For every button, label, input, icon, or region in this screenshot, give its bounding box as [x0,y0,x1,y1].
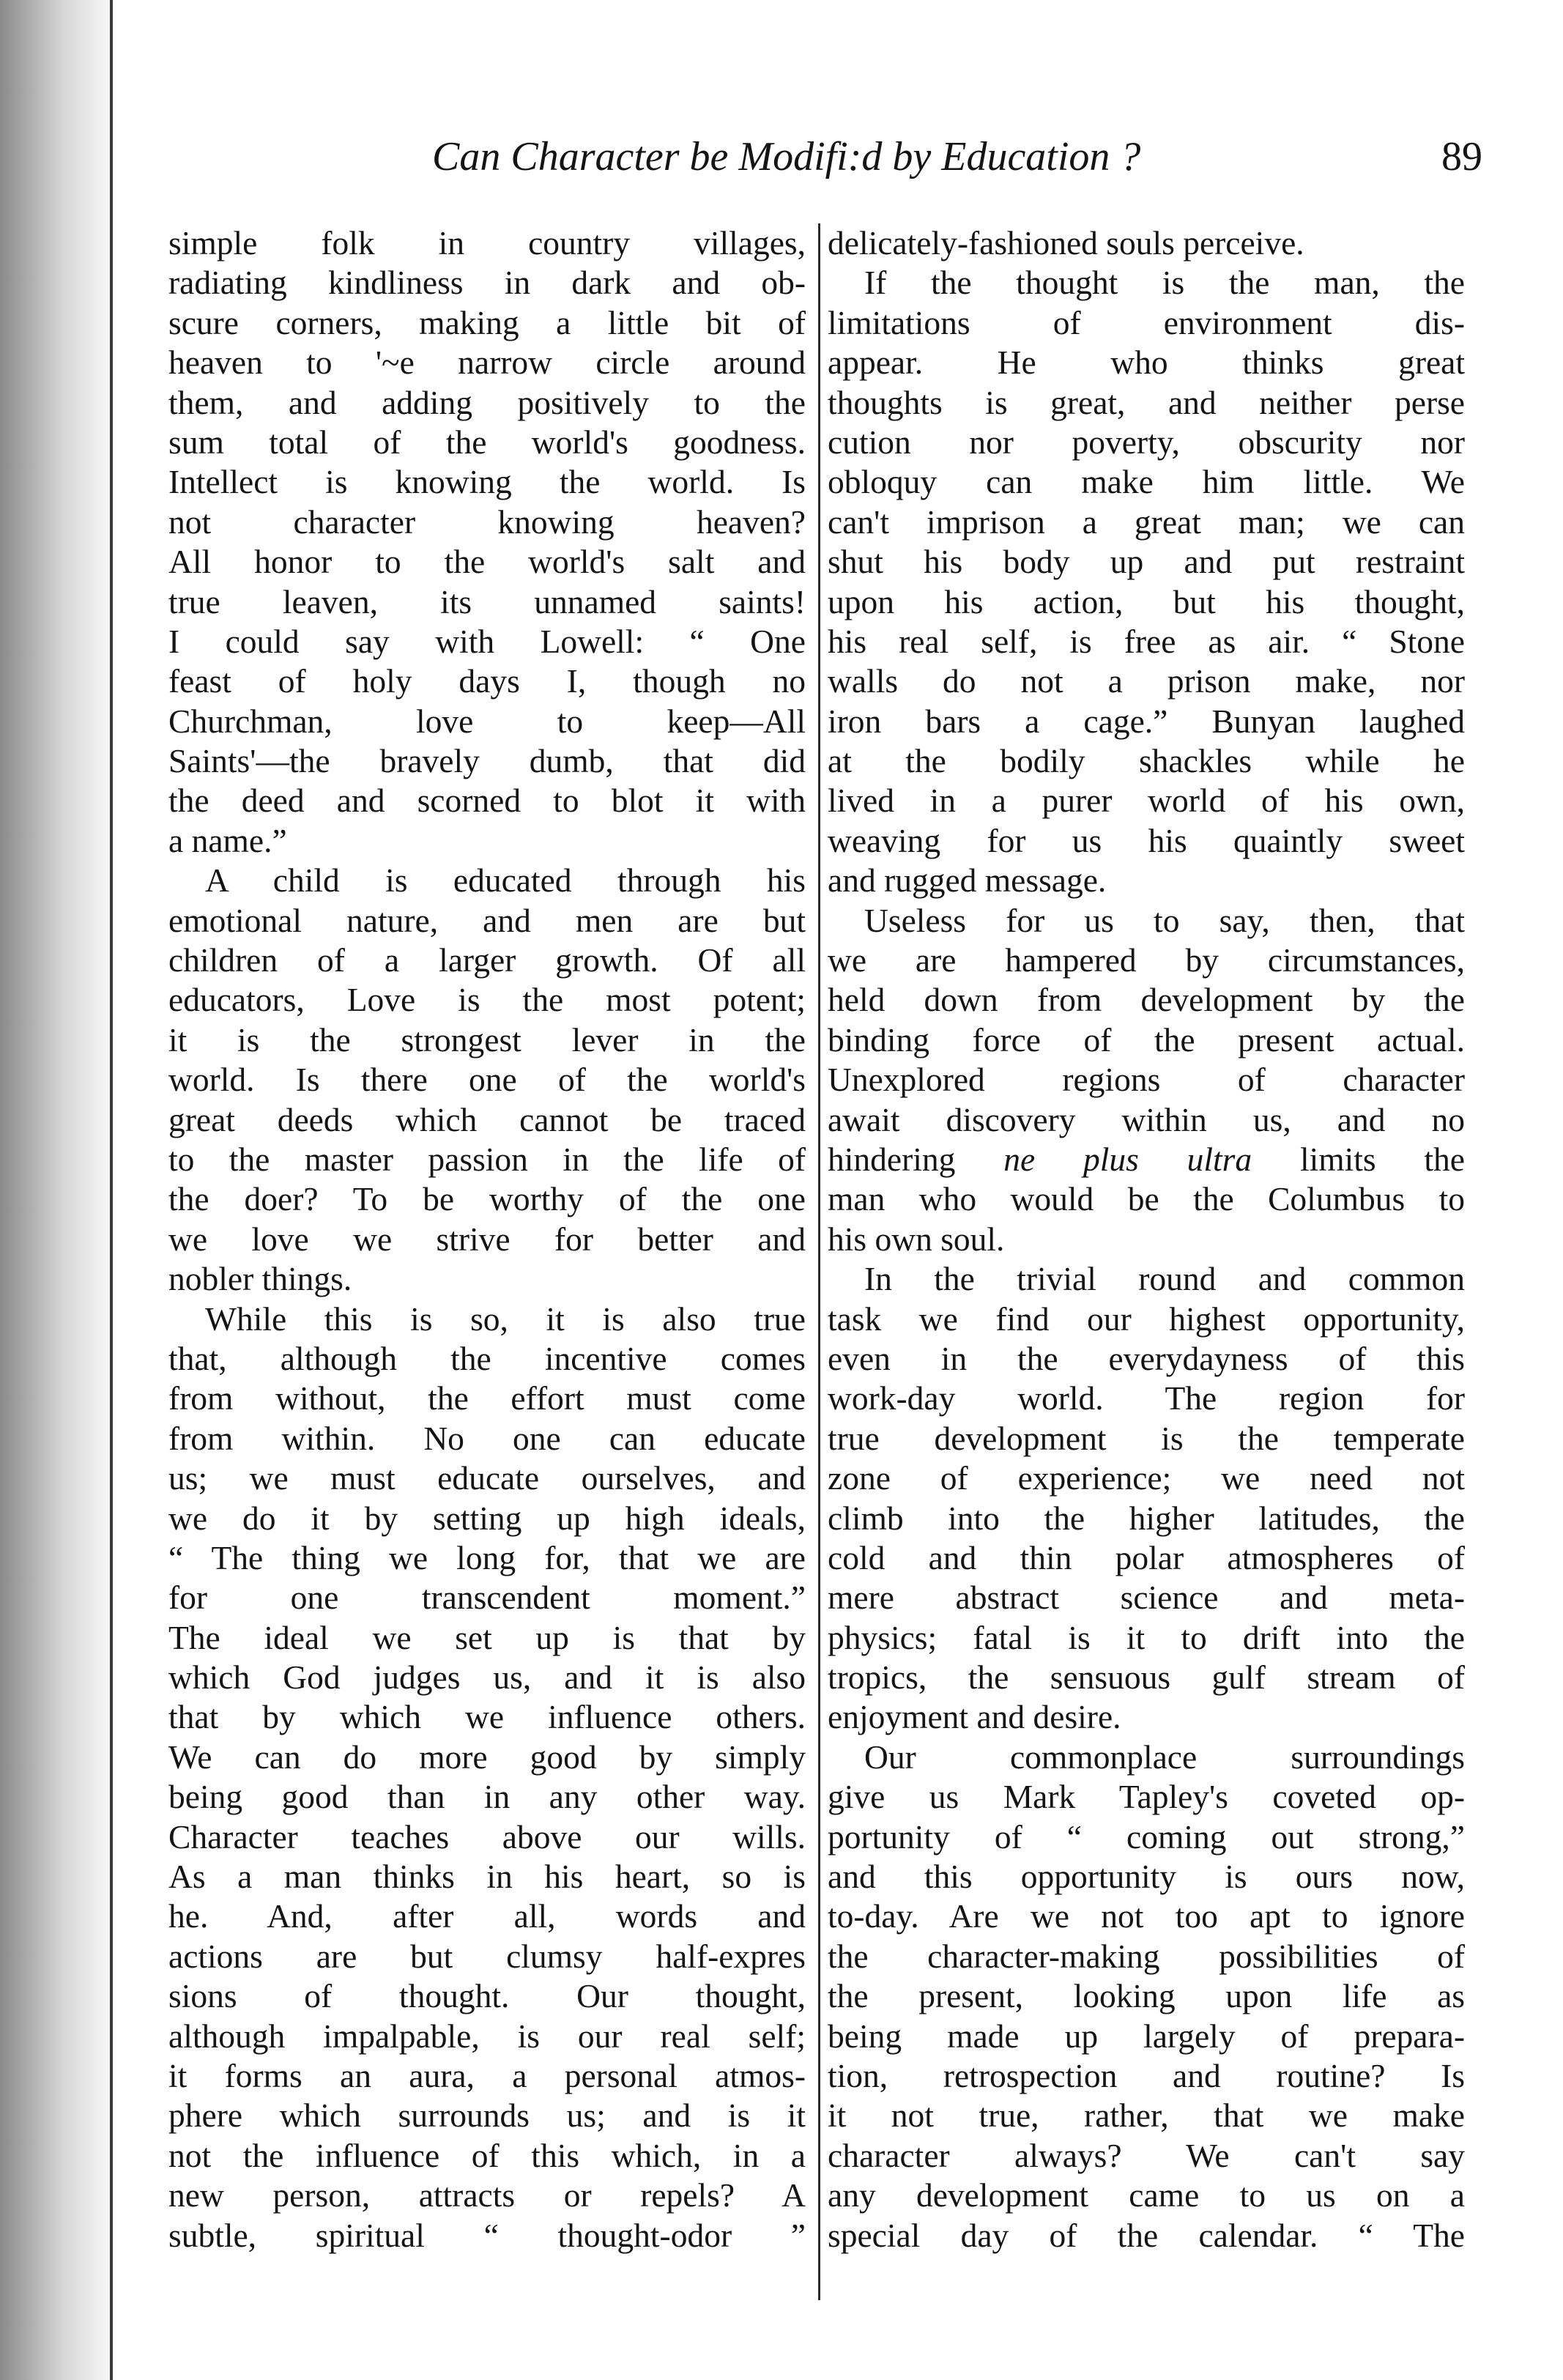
text-line: upon his action, but his thought, [828,582,1465,620]
text-line: although impalpable, is our real self; [168,2017,806,2055]
book-binding-edge [0,0,110,2380]
text-line: man who would be the Columbus to [828,1180,1465,1218]
text-line: radiating kindliness in dark and ob- [168,264,806,302]
text-line: from within. No one can educate [168,1419,806,1457]
text-line: limitations of environment dis- [828,303,1465,341]
text-line: world. Is there one of the world's [168,1061,806,1099]
text-line: it forms an aura, a personal atmos- [168,2056,806,2094]
text-line: Useless for us to say, then, that [864,901,1465,939]
text-line: which God judges us, and it is also [168,1658,806,1697]
text-line: In the trivial round and common [864,1260,1465,1298]
text-line: true development is the temperate [828,1419,1465,1457]
text-line: walls do not a prison make, nor [828,662,1465,700]
text-line: true leaven, its unnamed saints! [168,582,806,620]
text-line: simple folk in country villages, [168,224,806,262]
text-line: emotional nature, and men are but [168,901,806,939]
text-line: can't imprison a great man; we can [828,503,1465,541]
text-line: new person, attracts or repels? A [168,2176,806,2214]
text-line: scure corners, making a little bit of [168,303,806,341]
text-line: us; we must educate ourselves, and [168,1459,806,1497]
text-line: it not true, rather, that we make [828,2097,1465,2135]
text-line: cold and thin polar atmospheres of [828,1538,1465,1576]
page-header [168,133,1482,199]
text-line: we love we strive for better and [168,1220,806,1258]
text-line: being good than in any other way. [168,1778,806,1816]
text-line: appear. He who thinks great [828,344,1465,382]
text-line: sum total of the world's goodness. [168,423,806,461]
text-line: from without, the effort must come [168,1379,806,1417]
text-line: he. And, after all, words and [168,1897,806,1935]
right-text-column [828,223,1465,2255]
text-line: iron bars a cage.” Bunyan laughed [828,702,1465,740]
text-line: work-day world. The region for [828,1379,1465,1417]
text-line: held down from development by the [828,981,1465,1019]
text-line: Unexplored regions of character [828,1061,1465,1099]
text-line: thoughts is great, and neither perse [828,383,1465,421]
text-line: even in the everydayness of this [828,1339,1465,1377]
text-line: sions of thought. Our thought, [168,1977,806,2015]
page-number: 89 [1441,134,1482,179]
text-line: Our commonplace surroundings [864,1738,1465,1776]
text-line: We can do more good by simply [168,1738,806,1776]
text-line: Intellect is knowing the world. Is [168,463,806,501]
text-line: task we find our highest opportunity, [828,1300,1465,1338]
text-line: physics; fatal is it to drift into the [828,1618,1465,1656]
text-line: the deed and scorned to blot it with [168,782,806,820]
text-line: If the thought is the man, the [864,264,1465,302]
text-line: that by which we influence others. [168,1698,806,1736]
text-line: As a man thinks in his heart, so is [168,1858,806,1896]
text-line: cution nor poverty, obscurity nor [828,423,1465,461]
text-line: Saints'—the bravely dumb, that did [168,742,806,780]
text-line: the doer? To be worthy of the one [168,1180,806,1218]
text-line: The ideal we set up is that by [168,1618,806,1656]
text-line: the present, looking upon life as [828,1977,1465,2015]
text-line: give us Mark Tapley's coveted op- [828,1778,1465,1816]
text-line: climb into the higher latitudes, the [828,1499,1465,1537]
text-line: I could say with Lowell: “ One [168,622,806,660]
text-line: any development came to us on a [828,2176,1465,2214]
text-line: his real self, is free as air. “ Stone [828,622,1465,660]
text-line: children of a larger growth. Of all [168,941,806,979]
text-line: nobler things. [168,1260,352,1298]
text-line: phere which surrounds us; and is it [168,2097,806,2135]
text-line: tion, retrospection and routine? Is [828,2056,1465,2094]
text-line: delicately-fashioned souls perceive. [828,224,1304,262]
text-line: Churchman, love to keep—All [168,702,806,740]
column-divider [818,223,820,2300]
running-head: Can Character be Modifi:d by Education ? [432,134,1141,179]
text-line: the character-making possibilities of [828,1937,1465,1975]
text-line: it is the strongest lever in the [168,1020,806,1059]
text-line: subtle, spiritual “ thought-odor ” [168,2216,806,2254]
text-line: binding force of the present actual. [828,1020,1465,1059]
text-line: and rugged message. [828,861,1107,900]
text-line: that, although the incentive comes [168,1339,806,1377]
text-line: them, and adding positively to the [168,383,806,421]
text-line: All honor to the world's salt and [168,543,806,581]
text-line: for one transcendent moment.” [168,1579,806,1617]
text-line: a name.” [168,821,287,859]
text-line: heaven to '~e narrow circle around [168,344,806,382]
text-line: lived in a purer world of his own, [828,782,1465,820]
text-line: mere abstract science and meta- [828,1579,1465,1617]
italic-phrase: ne plus ultra [1003,1140,1252,1178]
text-line: actions are but clumsy half-expres [168,1937,806,1975]
text-line: educators, Love is the most potent; [168,981,806,1019]
text-line: not character knowing heaven? [168,503,806,541]
text-line: and this opportunity is ours now, [828,1858,1465,1896]
binding-shadow-line [110,0,113,2380]
text-line: great deeds which cannot be traced [168,1100,806,1138]
text-line: being made up largely of prepara- [828,2017,1465,2055]
text-line: his own soul. [828,1220,1005,1258]
text-line: shut his body up and put restraint [828,543,1465,581]
text-line: tropics, the sensuous gulf stream of [828,1658,1465,1697]
text-line: Character teaches above our wills. [168,1817,806,1856]
text-line: feast of holy days I, though no [168,662,806,700]
text-line: we are hampered by circumstances, [828,941,1465,979]
text-line: special day of the calendar. “ The [828,2216,1465,2254]
text-line: zone of experience; we need not [828,1459,1465,1497]
text-line: hindering ne plus ultra limits the [828,1140,1465,1178]
text-line: at the bodily shackles while he [828,742,1465,780]
text-line: A child is educated through his [205,861,806,900]
text-line: await discovery within us, and no [828,1100,1465,1138]
text-line: to-day. Are we not too apt to ignore [828,1897,1465,1935]
text-line: character always? We can't say [828,2136,1465,2174]
text-line: “ The thing we long for, that we are [168,1538,806,1576]
text-line: not the influence of this which, in a [168,2136,806,2174]
left-text-column [168,223,806,2255]
text-line: While this is so, it is also true [205,1300,806,1338]
text-line: enjoyment and desire. [828,1698,1121,1736]
text-line: weaving for us his quaintly sweet [828,821,1465,859]
text-line: to the master passion in the life of [168,1140,806,1178]
text-line: portunity of “ coming out strong,” [828,1817,1465,1856]
text-line: obloquy can make him little. We [828,463,1465,501]
text-line: we do it by setting up high ideals, [168,1499,806,1537]
